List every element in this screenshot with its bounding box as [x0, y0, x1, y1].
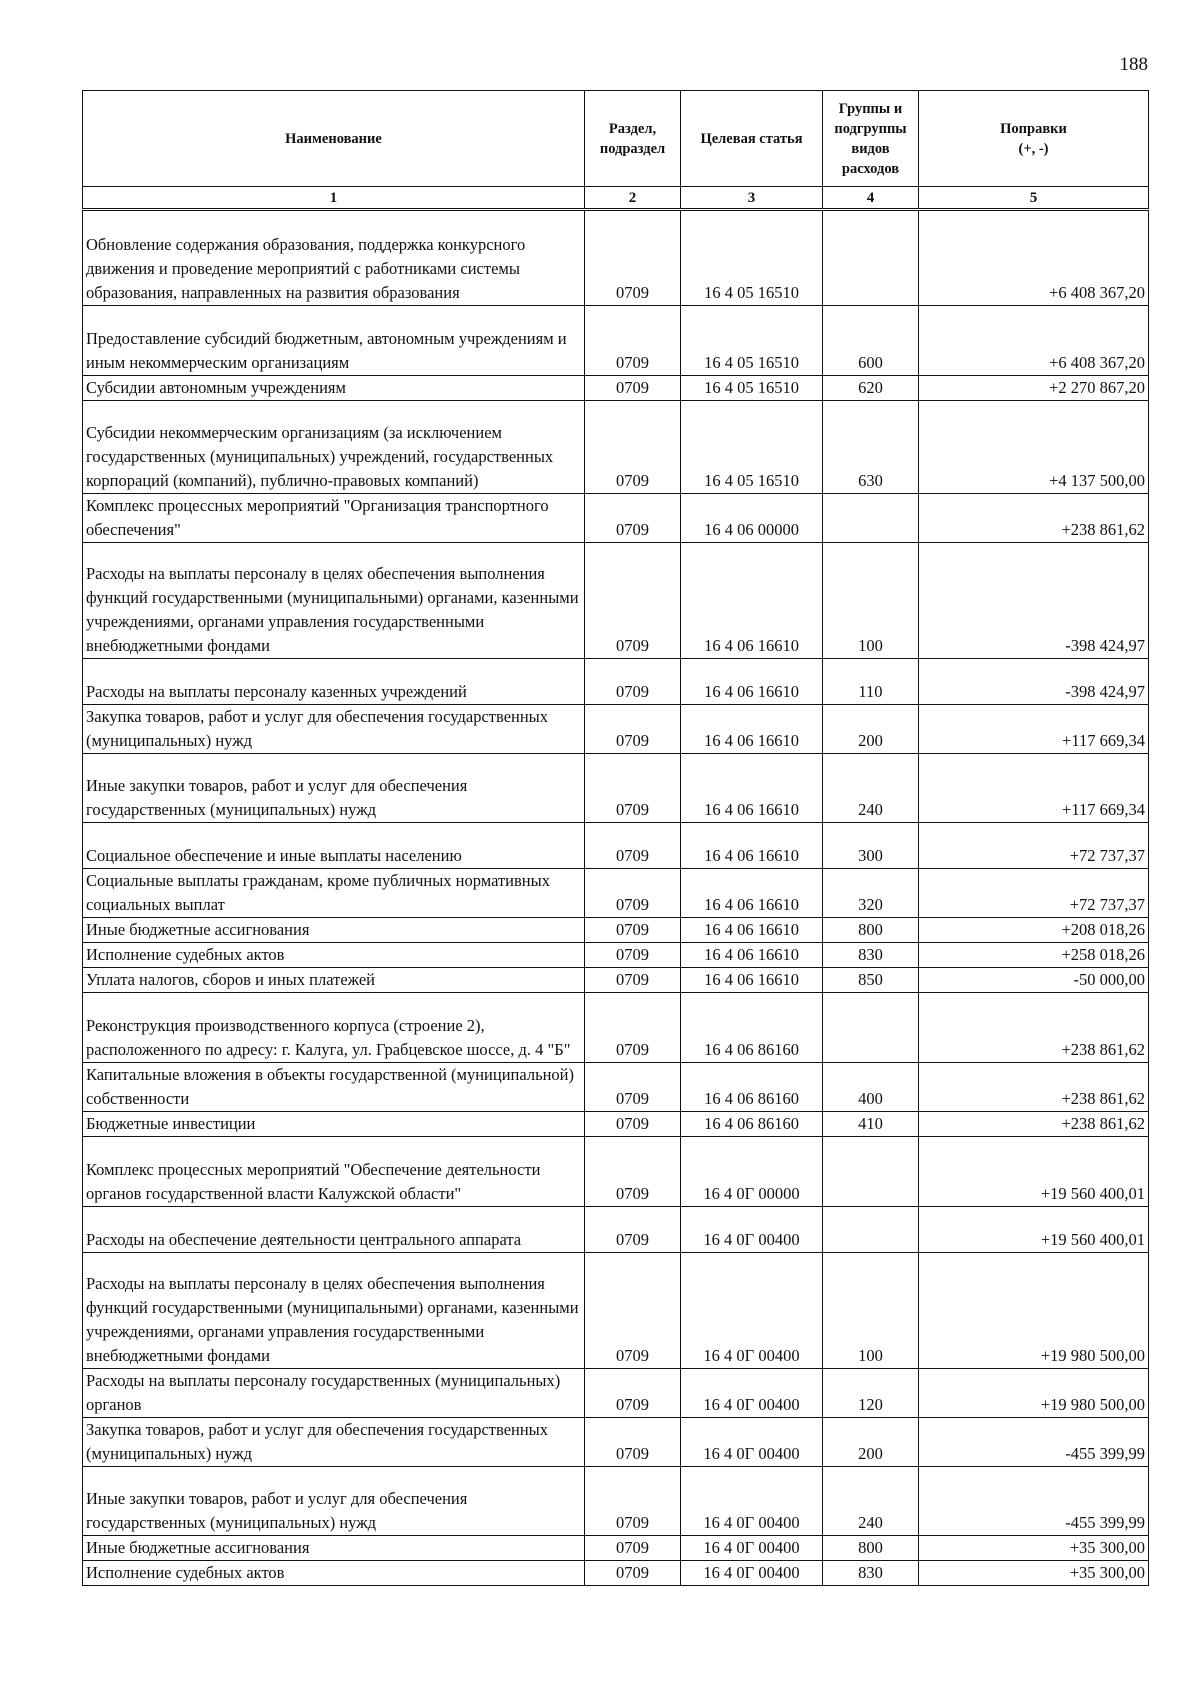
row-name: Комплекс процессных мероприятий "Обеспечение деятельности органов государственной власти Калужской области" [83, 1137, 585, 1207]
row-section: 0709 [585, 659, 681, 705]
header-section: Раздел, подраздел [585, 91, 681, 187]
row-amount: +72 737,37 [919, 823, 1149, 869]
row-expense-type: 100 [823, 1253, 919, 1369]
row-amount: +19 980 500,00 [919, 1253, 1149, 1369]
row-amount: +4 137 500,00 [919, 401, 1149, 494]
table-row [83, 1369, 1149, 1418]
row-target-code: 16 4 06 16610 [681, 918, 823, 943]
row-amount: -455 399,99 [919, 1467, 1149, 1536]
row-target-code: 16 4 0Г 00400 [681, 1561, 823, 1586]
row-expense-type [823, 993, 919, 1063]
row-amount: +208 018,26 [919, 918, 1149, 943]
table-row [83, 1207, 1149, 1253]
row-section: 0709 [585, 918, 681, 943]
row-target-code: 16 4 0Г 00400 [681, 1536, 823, 1561]
row-section: 0709 [585, 306, 681, 376]
row-expense-type: 630 [823, 401, 919, 494]
row-name: Иные бюджетные ассигнования [83, 918, 585, 943]
table-row [83, 659, 1149, 705]
table-row [83, 968, 1149, 993]
column-number: 5 [919, 187, 1149, 210]
row-amount: +238 861,62 [919, 1112, 1149, 1137]
row-section: 0709 [585, 823, 681, 869]
row-amount: +35 300,00 [919, 1536, 1149, 1561]
header-groups: Группы и подгруппы видов расходов [823, 91, 919, 187]
row-name: Расходы на выплаты персоналу казенных учреждений [83, 659, 585, 705]
row-amount: +2 270 867,20 [919, 376, 1149, 401]
row-amount: +238 861,62 [919, 1063, 1149, 1112]
row-section: 0709 [585, 869, 681, 918]
row-target-code: 16 4 0Г 00400 [681, 1207, 823, 1253]
row-section: 0709 [585, 993, 681, 1063]
table-row [83, 754, 1149, 823]
header-name: Наименование [83, 91, 585, 187]
row-name: Иные бюджетные ассигнования [83, 1536, 585, 1561]
row-expense-type: 800 [823, 918, 919, 943]
row-name: Уплата налогов, сборов и иных платежей [83, 968, 585, 993]
row-amount: +19 560 400,01 [919, 1137, 1149, 1207]
table-row [83, 943, 1149, 968]
column-number: 4 [823, 187, 919, 210]
row-section: 0709 [585, 943, 681, 968]
row-amount: +6 408 367,20 [919, 306, 1149, 376]
budget-table [82, 90, 1149, 1586]
row-expense-type: 600 [823, 306, 919, 376]
row-name: Социальные выплаты гражданам, кроме публичных нормативных социальных выплат [83, 869, 585, 918]
row-section: 0709 [585, 1253, 681, 1369]
row-expense-type: 200 [823, 1418, 919, 1467]
table-row [83, 210, 1149, 306]
row-amount: +117 669,34 [919, 754, 1149, 823]
row-target-code: 16 4 06 86160 [681, 1063, 823, 1112]
table-row [83, 401, 1149, 494]
row-section: 0709 [585, 1137, 681, 1207]
table-row [83, 1063, 1149, 1112]
row-name: Исполнение судебных актов [83, 943, 585, 968]
column-number: 3 [681, 187, 823, 210]
row-target-code: 16 4 05 16510 [681, 306, 823, 376]
table-row [83, 1137, 1149, 1207]
row-section: 0709 [585, 1418, 681, 1467]
row-expense-type: 410 [823, 1112, 919, 1137]
row-name: Закупка товаров, работ и услуг для обеспечения государственных (муниципальных) нужд [83, 1418, 585, 1467]
row-amount: +258 018,26 [919, 943, 1149, 968]
row-section: 0709 [585, 543, 681, 659]
row-expense-type: 320 [823, 869, 919, 918]
row-amount: -455 399,99 [919, 1418, 1149, 1467]
row-section: 0709 [585, 968, 681, 993]
page-number: 188 [1119, 54, 1148, 75]
table-row [83, 376, 1149, 401]
row-target-code: 16 4 06 86160 [681, 1112, 823, 1137]
row-expense-type: 850 [823, 968, 919, 993]
row-section: 0709 [585, 1536, 681, 1561]
row-section: 0709 [585, 705, 681, 754]
column-number: 2 [585, 187, 681, 210]
row-amount: -398 424,97 [919, 543, 1149, 659]
row-target-code: 16 4 05 16510 [681, 210, 823, 306]
row-expense-type [823, 494, 919, 543]
row-expense-type: 830 [823, 943, 919, 968]
row-amount: -50 000,00 [919, 968, 1149, 993]
row-target-code: 16 4 0Г 00400 [681, 1253, 823, 1369]
row-amount: +238 861,62 [919, 993, 1149, 1063]
row-section: 0709 [585, 754, 681, 823]
row-expense-type: 300 [823, 823, 919, 869]
row-target-code: 16 4 06 16610 [681, 543, 823, 659]
row-amount: +238 861,62 [919, 494, 1149, 543]
row-expense-type: 110 [823, 659, 919, 705]
row-expense-type: 240 [823, 1467, 919, 1536]
row-expense-type: 100 [823, 543, 919, 659]
row-section: 0709 [585, 401, 681, 494]
row-name: Расходы на выплаты персоналу в целях обеспечения выполнения функций государственными (муниципальными) органами, казенными учреждениями, органами управления государственными внебюджетными фондами [83, 543, 585, 659]
row-target-code: 16 4 06 16610 [681, 823, 823, 869]
table-row [83, 1467, 1149, 1536]
row-target-code: 16 4 0Г 00400 [681, 1467, 823, 1536]
row-name: Комплекс процессных мероприятий "Организация транспортного обеспечения" [83, 494, 585, 543]
row-expense-type [823, 1207, 919, 1253]
row-target-code: 16 4 06 16610 [681, 943, 823, 968]
row-target-code: 16 4 06 00000 [681, 494, 823, 543]
row-name: Исполнение судебных актов [83, 1561, 585, 1586]
table-row [83, 993, 1149, 1063]
row-target-code: 16 4 05 16510 [681, 401, 823, 494]
row-name: Расходы на обеспечение деятельности центрального аппарата [83, 1207, 585, 1253]
row-expense-type: 120 [823, 1369, 919, 1418]
row-section: 0709 [585, 1467, 681, 1536]
row-amount: +35 300,00 [919, 1561, 1149, 1586]
row-name: Обновление содержания образования, поддержка конкурсного движения и проведение мероприятий с работниками системы образования, направленных на развития образования [83, 210, 585, 306]
row-amount: +6 408 367,20 [919, 210, 1149, 306]
row-target-code: 16 4 06 16610 [681, 968, 823, 993]
row-name: Реконструкция производственного корпуса (строение 2), расположенного по адресу: г. Калуга, ул. Грабцевское шоссе, д. 4 "Б" [83, 993, 585, 1063]
table-row [83, 543, 1149, 659]
header-amend [919, 91, 1149, 187]
table-row [83, 494, 1149, 543]
row-section: 0709 [585, 1112, 681, 1137]
row-expense-type: 240 [823, 754, 919, 823]
row-expense-type [823, 1137, 919, 1207]
row-target-code: 16 4 06 16610 [681, 659, 823, 705]
row-name: Субсидии некоммерческим организациям (за исключением государственных (муниципальных) учреждений, государственных корпораций (компаний), публично-правовых компаний) [83, 401, 585, 494]
row-expense-type: 400 [823, 1063, 919, 1112]
table-row [83, 1418, 1149, 1467]
row-name: Иные закупки товаров, работ и услуг для обеспечения государственных (муниципальных) нужд [83, 754, 585, 823]
row-section: 0709 [585, 1561, 681, 1586]
row-name: Иные закупки товаров, работ и услуг для обеспечения государственных (муниципальных) нужд [83, 1467, 585, 1536]
row-expense-type: 800 [823, 1536, 919, 1561]
row-target-code: 16 4 06 86160 [681, 993, 823, 1063]
row-name: Бюджетные инвестиции [83, 1112, 585, 1137]
row-target-code: 16 4 06 16610 [681, 705, 823, 754]
table-row [83, 869, 1149, 918]
table-row [83, 1253, 1149, 1369]
header-row [83, 91, 1149, 187]
row-expense-type: 200 [823, 705, 919, 754]
table-row [83, 1112, 1149, 1137]
table-row [83, 918, 1149, 943]
row-amount: -398 424,97 [919, 659, 1149, 705]
row-amount: +19 560 400,01 [919, 1207, 1149, 1253]
row-section: 0709 [585, 1207, 681, 1253]
table-body [83, 210, 1149, 1586]
table-row [83, 705, 1149, 754]
row-target-code: 16 4 06 16610 [681, 869, 823, 918]
row-target-code: 16 4 0Г 00000 [681, 1137, 823, 1207]
row-target-code: 16 4 06 16610 [681, 754, 823, 823]
column-number-row [83, 187, 1149, 210]
row-section: 0709 [585, 210, 681, 306]
row-target-code: 16 4 0Г 00400 [681, 1418, 823, 1467]
row-target-code: 16 4 0Г 00400 [681, 1369, 823, 1418]
row-name: Субсидии автономным учреждениям [83, 376, 585, 401]
header-target: Целевая статья [681, 91, 823, 187]
row-name: Расходы на выплаты персоналу в целях обеспечения выполнения функций государственными (муниципальными) органами, казенными учреждениями, органами управления государственными внебюджетными фондами [83, 1253, 585, 1369]
row-section: 0709 [585, 1063, 681, 1112]
column-number: 1 [83, 187, 585, 210]
row-name: Капитальные вложения в объекты государственной (муниципальной) собственности [83, 1063, 585, 1112]
row-expense-type [823, 210, 919, 306]
row-name: Социальное обеспечение и иные выплаты населению [83, 823, 585, 869]
table-row [83, 1561, 1149, 1586]
row-name: Предоставление субсидий бюджетным, автономным учреждениям и иным некоммерческим организациям [83, 306, 585, 376]
header-amend-sign: (+, -) [1018, 140, 1049, 157]
table-row [83, 306, 1149, 376]
row-section: 0709 [585, 376, 681, 401]
row-expense-type: 830 [823, 1561, 919, 1586]
row-amount: +19 980 500,00 [919, 1369, 1149, 1418]
table-row [83, 1536, 1149, 1561]
row-section: 0709 [585, 1369, 681, 1418]
row-amount: +72 737,37 [919, 869, 1149, 918]
row-section: 0709 [585, 494, 681, 543]
row-amount: +117 669,34 [919, 705, 1149, 754]
table-row [83, 823, 1149, 869]
row-expense-type: 620 [823, 376, 919, 401]
header-amend-title: Поправки [1000, 120, 1067, 137]
row-target-code: 16 4 05 16510 [681, 376, 823, 401]
row-name: Расходы на выплаты персоналу государственных (муниципальных) органов [83, 1369, 585, 1418]
row-name: Закупка товаров, работ и услуг для обеспечения государственных (муниципальных) нужд [83, 705, 585, 754]
